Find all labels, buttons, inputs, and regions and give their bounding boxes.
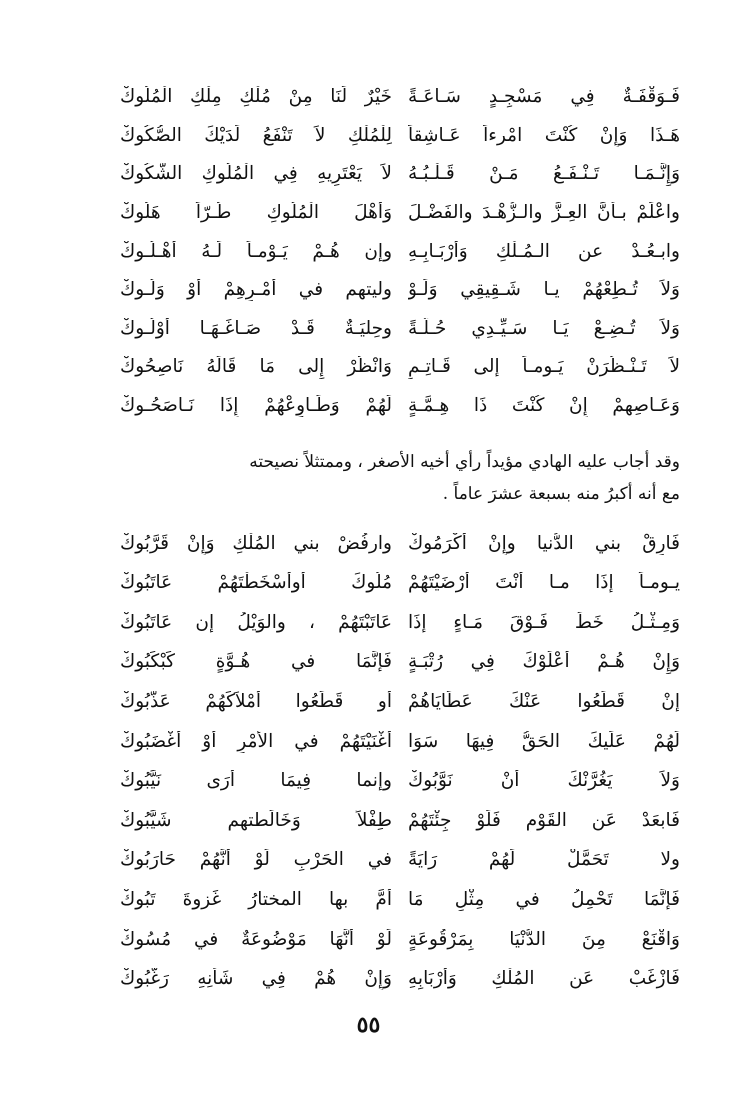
verse-second-hemistich: أو قَطَعُوا أَمْلاَكَهُمْ عَذَّبُوكْ (120, 691, 392, 713)
prose-line-1: وقد أجاب عليه الهادي مؤيداً رأي أخيه الأصغر ، وممتثلاً نصيحته (249, 452, 680, 472)
verse-first-hemistich: ولا تَحَمَّلْ لَهُمْ رَايَةً (408, 849, 680, 871)
verse-second-hemistich: وليتهم في أَمْـرِهِمْ أَوْ وَلُـوكْ (120, 279, 392, 301)
verse-line (120, 117, 680, 156)
verse-line (120, 682, 680, 722)
verse-first-hemistich: فَـوَقْفَـةٌ فِي مَسْجِـدٍ سَـاعَـةً (408, 86, 680, 108)
verse-first-hemistich: واعْلَمْ بـأنَّ العِـزَّ والـزُّهْـدَ والفَضْـلَ (408, 201, 680, 223)
verse-first-hemistich: يـومـاً إذَا مـا أنْتَ أَرْضَيْتَهُمْ (408, 572, 680, 594)
verse-second-hemistich: مُلُوكَ أوأَسْخَطْتَهُمْ عَاتَبُوكْ (120, 572, 392, 594)
verse-line (120, 348, 680, 387)
verse-line (120, 643, 680, 683)
verse-line (120, 524, 680, 564)
verse-first-hemistich: لَهُمْ عَلَيكَ الحَقُّ فِيهَا سَوَا (408, 730, 680, 752)
verse-line (120, 194, 680, 233)
verse-second-hemistich: خَيْرٌ لَنَا مِنْ مُلْكِ مِلْكِ الْمُلُوكْ (120, 86, 392, 108)
verse-first-hemistich: وَلاَ تُـضِـعْ يَـا سَـيِّـدِي حُـلَّـةً (408, 317, 680, 339)
verse-first-hemistich: هَـذَا وَإِنْ كُنْتَ امْرءاً عَـاشِقاً (408, 124, 680, 146)
verse-first-hemistich: فَارِقْ بني الدُّنيا وإِنْ أكْرَمُوكْ (408, 532, 680, 554)
verse-second-hemistich: وإن هُـمْ يَـوْمـاً لَـهُ أهْـلُـوكْ (120, 240, 392, 262)
verse-second-hemistich: فَإنَّمَا في هُـوَّةٍ كَبْكَبُوكْ (120, 651, 392, 673)
verse-second-hemistich: طِفْلاً وَخَالَطتهم شَيَّبُوكْ (120, 809, 392, 831)
verse-line (120, 155, 680, 194)
verse-first-hemistich: فَازْغَبْ عَنِ المُلْكِ وَأَرْبَابِهِ (408, 968, 680, 990)
verse-line (120, 722, 680, 762)
prose-line-2: مع أنه أكبرُ منه بسبعة عشرَ عاماً . (442, 484, 680, 504)
verse-line (120, 841, 680, 881)
verse-line (120, 801, 680, 841)
verse-line (120, 387, 680, 426)
verse-first-hemistich: فَإِنَّمَا تَحْمِلُ في مِثْلِ مَا (408, 889, 680, 911)
verse-second-hemistich: وإنما فِيمَا أرَى نَيَّبُوكْ (120, 770, 392, 792)
verse-line (120, 762, 680, 802)
verse-second-hemistich: وَأَهْلَ الْمُلُوكِ طُـرّاً هَلُوكْ (120, 201, 392, 223)
verse-first-hemistich: وابـعُـدْ عن الـمُـلْكِ وَأَرْبَـابِـهِ (408, 240, 680, 262)
verse-first-hemistich: وَلاَ يَغُرَّنْكَ أَنْ نَوَّبُوكْ (408, 770, 680, 792)
verse-first-hemistich: وَمِـثْـلُ خَطٍّ فَـوْقَ مَـاءٍ إذَا (408, 611, 680, 633)
verse-first-hemistich: وَإِنْ هُـمْ أَعْلَوْكَ فِي رُتْبَـةٍ (408, 651, 680, 673)
verse-first-hemistich: وَلاَ تُـطِعْهُمْ يـا شَـقِيقِي وَلَـوْ (408, 279, 680, 301)
verse-second-hemistich: عَاتَبْتَهُمْ ، والوَيْلُ إن عَاتَبُوكْ (120, 611, 392, 633)
verse-line (120, 880, 680, 920)
verse-first-hemistich: إنْ قَطَعُوا عَنْكَ عَطَايَاهُمْ (408, 691, 680, 713)
verse-line (120, 564, 680, 604)
verse-line (120, 232, 680, 271)
poem-part-2 (120, 524, 680, 999)
verse-second-hemistich: أَغْنَيْتَهُمْ في الأمْرِ أَوْ أَغْضَبُوكْ (120, 730, 392, 752)
verse-line (120, 603, 680, 643)
verse-second-hemistich: لِلْمُلْكِ لاَ تَنْفَعُ لَدَيْكَ الصُّكُوكْ (120, 124, 392, 146)
verse-first-hemistich: وَإِنَّـمَـا تَـنْـفَـعُ مَـنْ قَـلْـبُـهُ (408, 163, 680, 185)
verse-second-hemistich: في الحَرْبِ لَوْ أَنَّهُمْ حَارَبُوكْ (120, 849, 392, 871)
verse-first-hemistich: وَاقْنَعْ مِنَ الدُّنْيَا بِمَرْقُوعَةٍ (408, 928, 680, 950)
verse-second-hemistich: وَإِنْ هُمْ فِي شَأْنِهِ رَغَّبُوكْ (120, 968, 392, 990)
verse-second-hemistich: لَهُمْ وَطَـاوِعْهُمْ إِذَا نَـاصَحُـوكْ (120, 394, 392, 416)
verse-second-hemistich: وَانْظُرْ إِلى مَا قَالَهُ نَاصِحُوكْ (120, 356, 392, 378)
verse-line (120, 271, 680, 310)
verse-line (120, 920, 680, 960)
verse-first-hemistich: فَابعَدْ عَنِ القَوْمِ فَلَوْ جِئْتَهُمْ (408, 809, 680, 831)
verse-second-hemistich: لاَ يَعْتَرِيهِ فِي الْمُلُوكِ الشُّكُوكْ (120, 163, 392, 185)
verse-second-hemistich: وارفُضْ بني المُلْكِ وَإِنْ قَرَّبُوكْ (120, 532, 392, 554)
verse-first-hemistich: وَعَـاصِهِمْ إِنْ كُنْتَ ذَا هِـمَّـةٍ (408, 394, 680, 416)
verse-second-hemistich: لَوْ أَنَّهَا مَوْضُوعَةٌ في مُسُوكْ (120, 928, 392, 950)
verse-line (120, 310, 680, 349)
verse-first-hemistich: لاَ تَـنْـظُرَنْ يَـومـاً إلى قَـاتِـمٍ (408, 356, 680, 378)
page-number: ٥٥ (356, 1012, 381, 1038)
verse-line (120, 960, 680, 1000)
verse-line (120, 78, 680, 117)
verse-second-hemistich: وحِليَـةٌ قَـدْ صَـاغَـهَـا أَوْلُـوكْ (120, 317, 392, 339)
verse-second-hemistich: أَمَّ بها المختارُ غَزوةَ تَبُوكْ (120, 889, 392, 911)
poem-part-1 (120, 78, 680, 425)
